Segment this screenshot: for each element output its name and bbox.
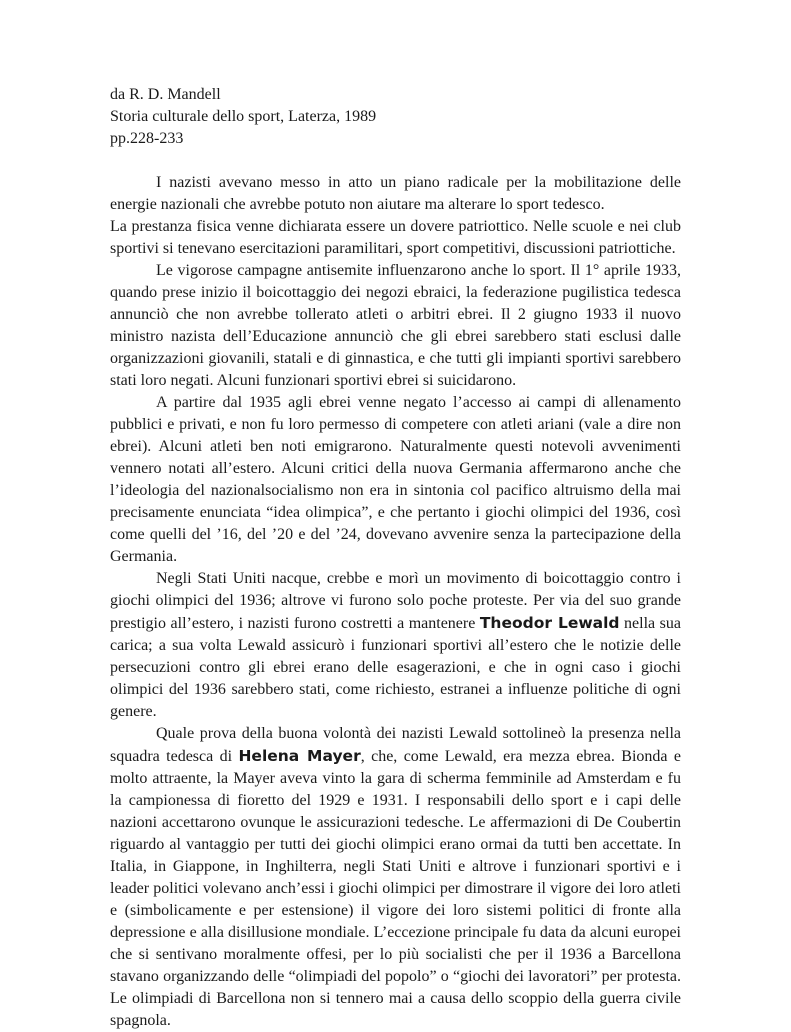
article-body	[110, 172, 681, 1032]
source-citation	[110, 84, 681, 150]
paragraph-2: La prestanza fisica venne dichiarata essere un dovere patriottico. Nelle scuole e nei club sportivi si tenevano esercitazioni paramilitari, sport competitivi, discussioni patriottiche.	[110, 218, 681, 257]
paragraph-5-text-a: Negli Stati Uniti nacque, crebbe e morì un movimento di boicottaggio contro i giochi olimpici del 1936; altrove vi furono solo poche proteste. Per via del suo grande prestigio all’estero, i nazisti furono costretti a mantenere	[110, 570, 681, 632]
paragraph-3: Le vigorose campagne antisemite influenzarono anche lo sport. Il 1° aprile 1933, quando prese inizio il boicottaggio dei negozi ebraici, la federazione pugilistica tedesca annunciò che non avrebbe tollerato atleti o arbitri ebrei. Il 2 giugno 1933 il nuovo ministro nazista dell’Educazione annunciò che gli ebrei sarebbero stati esclusi dalle organizzazioni giovanili, statali e di ginnastica, e che tutti gli impianti sportivi sarebbero stati loro negati. Alcuni funzionari sportivi ebrei si suicidarono.	[110, 262, 681, 389]
name-theodor-lewald: Theodor Lewald	[479, 614, 620, 632]
citation-pages: pp.228-233	[110, 130, 184, 147]
paragraph-5	[110, 568, 681, 723]
name-helena-mayer: Helena Mayer	[238, 747, 361, 765]
paragraph-5-text-b: nella sua carica; a sua volta Lewald assicurò i funzionari sportivi all’estero che le notizie delle persecuzioni contro gli ebrei erano delle esagerazioni, e che in ogni caso i giochi olimpici del 1936 sarebbero stati, come richiesto, estranei a influenze politiche di ogni genere.	[110, 615, 681, 720]
paragraph-6-text-b: , che, come Lewald, era mezza ebrea. Bionda e molto attraente, la Mayer aveva vinto la gara di scherma femminile ad Amsterdam e fu la campionessa di fioretto del 1929 e 1931. I responsabili dello sport e i capi delle nazioni accettarono ovunque le assicurazioni tedesche. Le affermazioni di De Coubertin riguardo al vantaggio per tutti dei giochi olimpici erano ormai da tutti ben accettate. In Italia, in Giappone, in Inghilterra, negli Stati Uniti e altrove i funzionari sportivi e i leader politici volevano anch’essi i giochi olimpici per dimostrare il vigore dei loro atleti e (simbolicamente e per estensione) il vigore dei loro sistemi politici di fronte alla depressione e alla disillusione mondiale. L’eccezione principale fu data da alcuni europei che si sentivano moralmente offesi, per lo più socialisti che per il 1936 a Barcellona stavano organizzando delle “olimpiadi del popolo” o “giochi dei lavoratori” per protesta. Le olimpiadi di Barcellona non si tennero mai a causa dello scoppio della guerra civile spagnola.	[110, 748, 681, 1029]
paragraph-6-text-a: Quale prova della buona volontà dei nazisti Lewald sottolineò la presenza nella squadra tedesca di	[110, 725, 681, 765]
citation-author: da R. D. Mandell	[110, 86, 221, 103]
paragraph-1: I nazisti avevano messo in atto un piano radicale per la mobilitazione delle energie nazionali che avrebbe potuto non aiutare ma alterare lo sport tedesco.	[110, 174, 681, 213]
citation-title: Storia culturale dello sport, Laterza, 1989	[110, 108, 377, 125]
paragraph-6	[110, 723, 681, 1032]
paragraph-4: A partire dal 1935 agli ebrei venne negato l’accesso ai campi di allenamento pubblici e privati, e non fu loro permesso di competere con atleti ariani (vale a dire non ebrei). Alcuni atleti ben noti emigrarono. Naturalmente questi notevoli avvenimenti vennero notati all’estero. Alcuni critici della nuova Germania affermarono anche che l’ideologia del nazionalsocialismo non era in sintonia col pacifico altruismo della mai precisamente enunciata “idea olimpica”, e che pertanto i giochi olimpici del 1936, così come quelli del ’16, del ’20 e del ’24, dovevano avvenire senza la partecipazione della Germania.	[110, 394, 681, 565]
